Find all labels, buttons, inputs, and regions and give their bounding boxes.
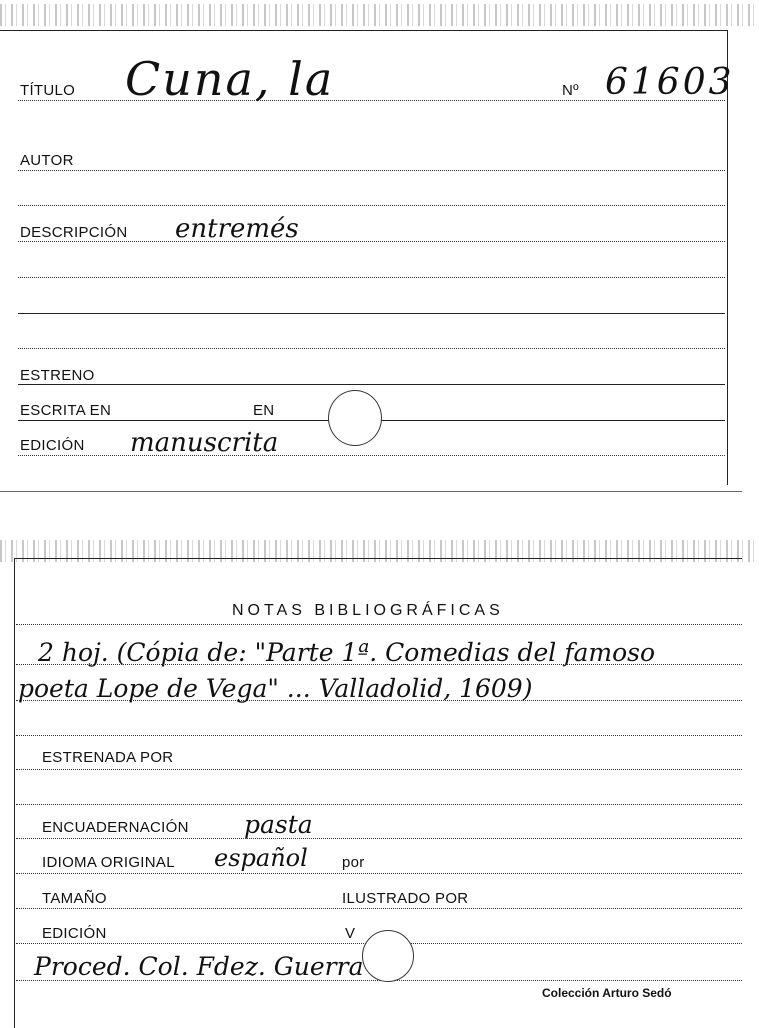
card-bottom-border — [0, 491, 742, 492]
card-left-border — [14, 558, 15, 1028]
autor-label: AUTOR — [20, 152, 74, 169]
punch-hole-bottom — [362, 930, 414, 982]
rule-blank-2 — [18, 277, 725, 278]
por-label: por — [342, 854, 365, 871]
rule-descripcion — [18, 241, 725, 242]
edicion-value-partial: V — [345, 925, 356, 942]
numero-value: 61603 — [605, 62, 735, 103]
descripcion-label: DESCRIPCIÓN — [20, 224, 128, 241]
idioma-value: español — [214, 844, 308, 872]
edicion-label: EDICIÓN — [20, 437, 85, 454]
tamano-label: TAMAÑO — [42, 890, 107, 907]
note-line-2: poeta Lope de Vega" ... Valladolid, 1609) — [18, 674, 533, 703]
punch-hole-top — [328, 390, 382, 446]
rule-heading — [16, 624, 742, 625]
card-top-border — [0, 30, 727, 31]
catalog-card-top — [0, 0, 759, 492]
rule-blank-6 — [16, 804, 742, 805]
estrenada-por-label: ESTRENADA POR — [42, 749, 174, 766]
encuadernacion-value: pasta — [244, 810, 313, 839]
rule-note-1 — [16, 664, 742, 665]
ilustrado-label: ILUSTRADO POR — [342, 890, 469, 907]
rule-note-2 — [16, 700, 742, 701]
note-line-1: 2 hoj. (Cópia de: "Parte 1ª. Comedias del famoso — [38, 638, 656, 667]
edicion-label-2: EDICIÓN — [42, 925, 107, 942]
rule-edicion — [18, 455, 725, 456]
rule-titulo — [18, 100, 725, 101]
procedencia-value: Proced. Col. Fdez. Guerra — [34, 952, 364, 981]
escrita-en-label: ESCRITA EN — [20, 402, 112, 419]
card-top-border-2 — [14, 558, 742, 559]
rule-estrenada — [16, 769, 742, 770]
catalog-card-bottom — [0, 540, 759, 1028]
rule-blank-1 — [18, 205, 725, 206]
descripcion-value: entremés — [175, 214, 299, 244]
rule-blank-3 — [18, 313, 725, 314]
coleccion-credit: Colección Arturo Sedó — [542, 986, 672, 1000]
numero-label: Nº — [562, 82, 579, 99]
rule-blank-4 — [18, 348, 725, 349]
estreno-label: ESTRENO — [20, 367, 95, 384]
rule-idioma — [16, 873, 742, 874]
rule-tamano — [16, 908, 742, 909]
titulo-label: TÍTULO — [20, 82, 76, 99]
rule-blank-5 — [16, 735, 742, 736]
encuadernacion-label: ENCUADERNACIÓN — [42, 819, 189, 836]
en-label: EN — [253, 402, 275, 419]
rule-autor — [18, 170, 725, 171]
rule-estreno — [18, 384, 725, 385]
edicion-value: manuscrita — [130, 428, 279, 458]
idioma-label: IDIOMA ORIGINAL — [42, 854, 175, 871]
notas-heading: NOTAS BIBLIOGRÁFICAS — [232, 602, 504, 619]
titulo-value: Cuna, la — [125, 52, 335, 106]
rule-encuadernacion — [16, 838, 742, 839]
